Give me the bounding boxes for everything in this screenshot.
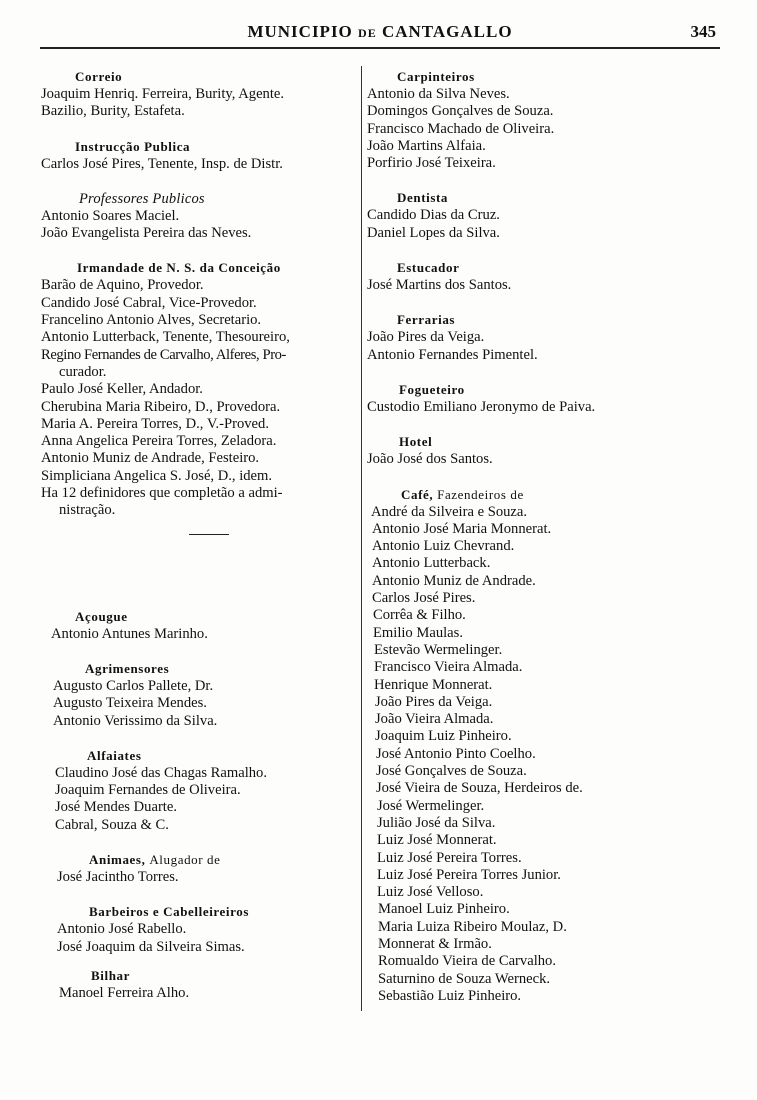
section-heading: Agrimensores: [85, 660, 170, 676]
list-item: André da Silveira e Souza.: [371, 503, 528, 520]
list-item: Luiz José Pereira Torres Junior.: [377, 866, 561, 883]
section-heading: Dentista: [397, 190, 449, 206]
list-item: João José dos Santos.: [367, 451, 493, 468]
list-item: Estevão Wermelinger.: [374, 641, 503, 658]
section-heading: Bilhar: [91, 967, 130, 983]
list-item: João Martins Alfaia.: [367, 137, 486, 154]
list-item: José Gonçalves de Souza.: [376, 763, 527, 780]
list-item: Carlos José Pires, Tenente, Insp. de Distr.: [41, 155, 283, 172]
list-item: José Mendes Duarte.: [55, 799, 177, 816]
list-item: José Martins dos Santos.: [367, 277, 512, 294]
section-animaes: [41, 851, 358, 886]
right-column: [367, 68, 712, 1022]
section-barbeiros: [41, 903, 358, 956]
header-rule: [40, 47, 720, 49]
list-item: João Evangelista Pereira das Neves.: [41, 225, 252, 242]
list-item: Porfirio José Teixeira.: [367, 155, 496, 172]
list-item: Joaquim Henriq. Ferreira, Burity, Agente.: [41, 86, 285, 102]
section-agrimensores: [41, 660, 358, 730]
list-item: José Joaquim da Silveira Simas.: [57, 938, 245, 955]
list-item: Cabral, Souza & C.: [55, 816, 169, 833]
list-item: Joaquim Luiz Pinheiro.: [375, 728, 512, 745]
list-item: Augusto Teixeira Mendes.: [53, 695, 207, 712]
section-heading: Professores Publicos: [79, 190, 205, 207]
list-item: Monnerat & Irmão.: [378, 935, 492, 952]
list-item: Antonio Lutterback, Tenente, Thesoureiro,: [41, 329, 290, 346]
list-item: Barão de Aquino, Provedor.: [41, 277, 204, 294]
page-header: [44, 22, 716, 48]
list-item: Candido José Cabral, Vice-Provedor.: [41, 294, 257, 311]
section-dentista: [367, 189, 712, 242]
list-item: Maria A. Pereira Torres, D., V.-Proved.: [41, 415, 269, 432]
list-item: Henrique Monnerat.: [374, 676, 493, 693]
list-item: Carlos José Pires.: [372, 590, 476, 607]
section-heading: Carpinteiros: [397, 69, 475, 84]
list-item: Julião José da Silva.: [377, 814, 496, 831]
section-alfaiates: [41, 747, 358, 834]
section-heading: Ferrarias: [397, 312, 456, 328]
list-item: Simpliciana Angelica S. José, D., idem.: [41, 467, 273, 484]
list-item: Manoel Luiz Pinheiro.: [378, 901, 510, 918]
list-item: Antonio José Rabello.: [57, 921, 187, 938]
list-item: Francisco Vieira Almada.: [374, 659, 523, 676]
list-item: Antonio Lutterback.: [372, 555, 491, 572]
list-item: Francelino Antonio Alves, Secretario.: [41, 312, 262, 329]
list-item: nistração.: [59, 502, 116, 519]
list-item: Paulo José Keller, Andador.: [41, 381, 203, 398]
list-item: Luiz José Pereira Torres.: [377, 849, 522, 866]
list-item: Antonio Muniz de Andrade.: [372, 572, 536, 589]
section-heading: Instrucção Publica: [75, 138, 191, 154]
list-item: Antonio Luiz Chevrand.: [372, 538, 515, 555]
section-cafe: [367, 486, 712, 1006]
list-item: João Pires da Veiga.: [375, 693, 493, 710]
section-irmandade: [41, 259, 358, 534]
list-item: Antonio Soares Maciel.: [41, 207, 180, 224]
list-item: José Jacintho Torres.: [57, 869, 179, 886]
section-carpinteiros: [367, 68, 712, 172]
list-item: Daniel Lopes da Silva.: [367, 224, 500, 241]
section-heading: Hotel: [399, 434, 433, 450]
list-item: Claudino José das Chagas Ramalho.: [55, 764, 267, 781]
section-fogueteiro: [367, 381, 712, 416]
section-heading: Correio: [75, 69, 123, 84]
section-heading: Irmandade de N. S. da Conceição: [77, 260, 281, 276]
list-item: Cherubina Maria Ribeiro, D., Provedora.: [41, 398, 281, 415]
page-number: 345: [690, 22, 716, 41]
section-heading: Estucador: [397, 260, 460, 276]
list-item: Luiz José Velloso.: [377, 884, 484, 901]
section-rule: [189, 534, 229, 535]
section-hotel: [367, 433, 712, 468]
section-heading: Barbeiros e Cabelleireiros: [89, 904, 250, 920]
list-item: José Vieira de Souza, Herdeiros de.: [376, 780, 583, 797]
list-item: Antonio Antunes Marinho.: [51, 625, 208, 642]
list-item: Antonio José Maria Monnerat.: [372, 520, 552, 537]
list-item: Ha 12 definidores que completão a admi-: [41, 485, 283, 502]
list-item: Emilio Maulas.: [373, 624, 463, 641]
section-estucador: [367, 259, 712, 294]
list-item: João Vieira Almada.: [375, 711, 494, 728]
section-ferrarias: [367, 311, 712, 364]
list-item: Manoel Ferreira Alho.: [59, 984, 190, 1001]
list-item: Antonio da Silva Neves.: [367, 86, 510, 102]
list-item: José Antonio Pinto Coelho.: [376, 745, 536, 762]
list-item: Corrêa & Filho.: [373, 607, 466, 624]
list-item: Francisco Machado de Oliveira.: [367, 120, 555, 137]
section-heading: Animaes, Alugador de: [89, 852, 221, 868]
list-item: Bazilio, Burity, Estafeta.: [41, 103, 185, 120]
list-item: Regino Fernandes de Carvalho, Alferes, Pro-: [41, 346, 287, 363]
section-correio: [41, 68, 358, 121]
list-item: Maria Luiza Ribeiro Moulaz, D.: [378, 918, 567, 935]
page-title: MUNICIPIO de CANTAGALLO: [247, 22, 513, 41]
list-item: Joaquim Fernandes de Oliveira.: [55, 782, 241, 799]
list-item: Antonio Verissimo da Silva.: [53, 712, 218, 729]
list-item: Custodio Emiliano Jeronymo de Paiva.: [367, 398, 596, 415]
list-item: curador.: [59, 363, 107, 380]
section-acougue: [41, 608, 358, 643]
section-professores: [41, 190, 358, 243]
list-item: Luiz José Monnerat.: [377, 832, 497, 849]
list-item: Augusto Carlos Pallete, Dr.: [53, 677, 214, 694]
list-item: Domingos Gonçalves de Souza.: [367, 103, 554, 120]
section-heading: Café, Fazendeiros de: [401, 486, 524, 502]
list-item: José Wermelinger.: [377, 797, 485, 814]
list-item: João Pires da Veiga.: [367, 329, 485, 346]
list-item: Antonio Muniz de Andrade, Festeiro.: [41, 450, 260, 467]
section-heading: Fogueteiro: [399, 381, 465, 397]
section-instrucao: [41, 138, 358, 173]
list-item: Candido Dias da Cruz.: [367, 207, 500, 224]
list-item: Romualdo Vieira de Carvalho.: [378, 953, 556, 970]
list-item: Saturnino de Souza Werneck.: [378, 970, 551, 987]
section-heading: Açougue: [75, 608, 128, 624]
left-column: [41, 68, 358, 1019]
list-item: Sebastião Luiz Pinheiro.: [378, 987, 522, 1004]
list-item: Antonio Fernandes Pimentel.: [367, 346, 538, 363]
list-item: Anna Angelica Pereira Torres, Zeladora.: [41, 433, 277, 450]
column-divider: [361, 66, 362, 1011]
section-heading: Alfaiates: [87, 747, 142, 763]
section-bilhar: [41, 967, 358, 1002]
